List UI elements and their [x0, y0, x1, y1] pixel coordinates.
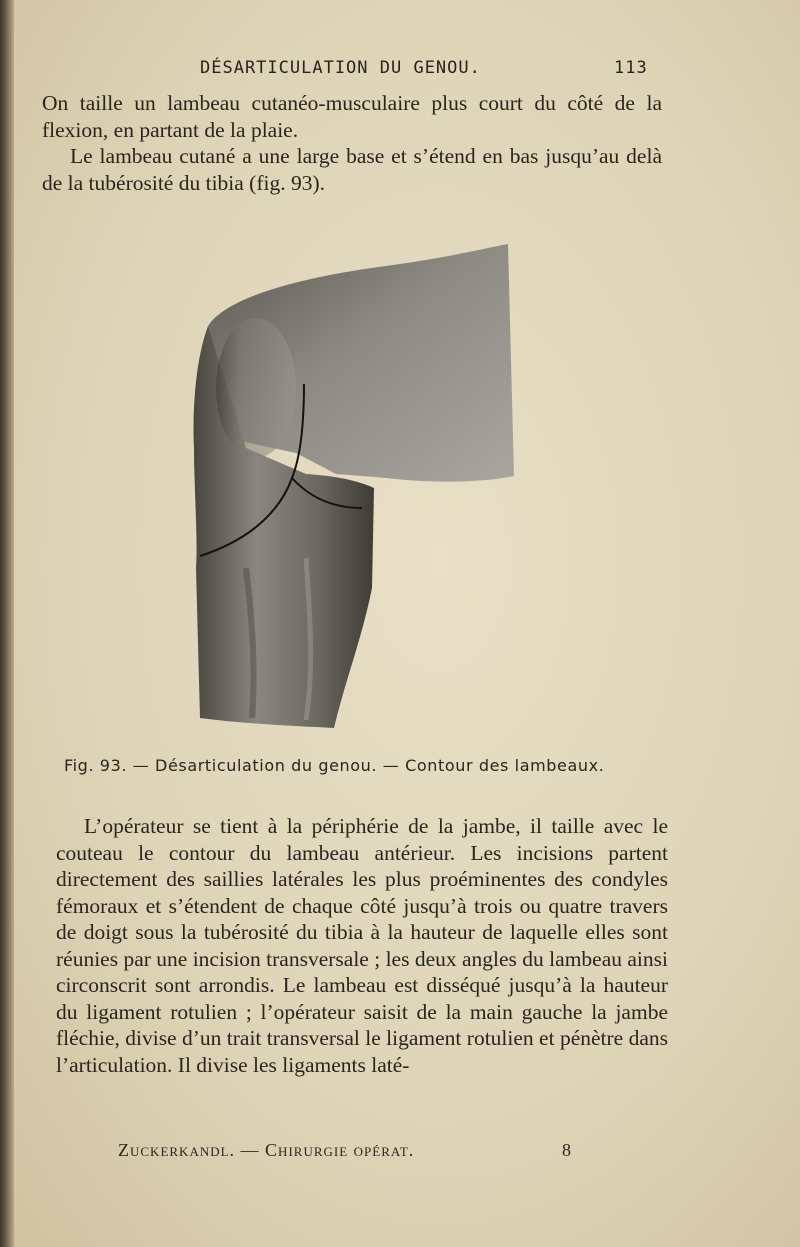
figure-caption: Fig. 93. — Désarticulation du genou. — Contour des lambeaux. [64, 756, 605, 775]
top-text-block [42, 90, 662, 196]
footer-author: Zuckerkandl. — Chirurgie opérat. [118, 1140, 415, 1160]
running-head [0, 58, 800, 82]
main-paragraph: L’opérateur se tient à la périphérie de la jambe, il taille avec le couteau le contour du lambeau antérieur. Les incisions partent directement des saillies latérales les plus proéminentes des condyles fémoraux et s’étendent de chaque côté jusqu’à trois ou quatre travers de doigt sous la tubérosité du tibia à la hauteur de laquelle elles sont réunies par une incision transversale ; les deux angles du lambeau ainsi circonscrit sont arrondis. Le lambeau est disséqué jusqu’à la hauteur du ligament rotulien ; l’opérateur saisit de la main gauche la jambe fléchie, divise d’un trait transversal le ligament rotulien et pénètre dans l’articulation. Il divise les ligaments laté- [56, 814, 668, 1077]
knee-figure-illustration [186, 238, 522, 732]
paragraph-2: Le lambeau cutané a une large base et s’étend en bas jusqu’au delà de la tubérosité du tibia (fig. 93). [42, 144, 662, 195]
running-head-title: DÉSARTICULATION DU GENOU. [200, 58, 481, 78]
page-binding-edge [0, 0, 14, 1247]
page-footer [0, 1140, 800, 1164]
page-number: 113 [614, 58, 648, 78]
paragraph-1: On taille un lambeau cutanéo-musculaire plus court du côté de la flexion, en partant de la plaie. [42, 91, 662, 142]
footer-signature-mark: 8 [562, 1140, 571, 1160]
